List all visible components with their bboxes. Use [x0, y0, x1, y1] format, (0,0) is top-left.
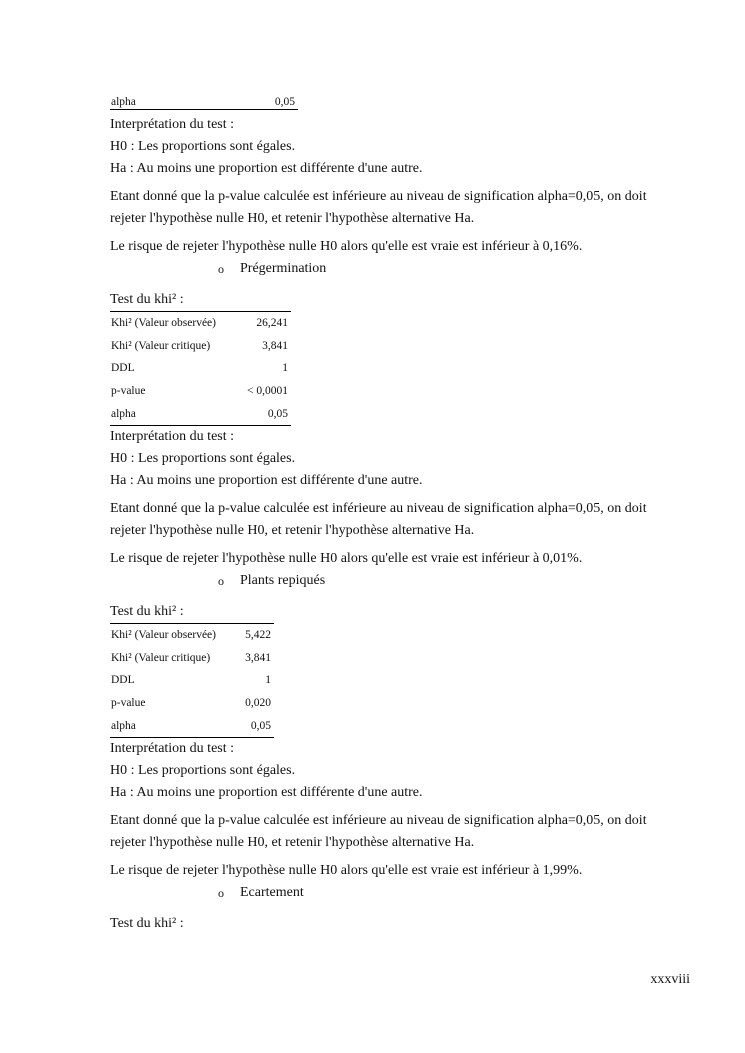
conclusion-line-2: rejeter l'hypothèse nulle H0, et retenir l'hypothèse alternative Ha.	[110, 211, 475, 226]
row-value: 0,05	[267, 407, 288, 420]
row-label: alpha	[111, 95, 136, 108]
interpretation-heading: Interprétation du test :	[110, 428, 235, 444]
risk-statement: Le risque de rejeter l'hypothèse nulle H0 alors qu'elle est vraie est inférieur à 0,01%.	[110, 550, 583, 566]
conclusion-line-2: rejeter l'hypothèse nulle H0, et retenir l'hypothèse alternative Ha.	[110, 834, 475, 850]
section-heading-pregermination	[218, 258, 690, 280]
test-title: Test du khi² :	[110, 915, 184, 931]
row-value: 5,422	[245, 629, 271, 642]
row-label: DDL	[111, 362, 135, 375]
chi2-table-pregermination	[110, 311, 291, 426]
table-row	[110, 623, 274, 646]
h0-statement: H0 : Les proportions sont égales.	[110, 139, 296, 154]
row-value: 0,05	[274, 95, 295, 108]
conclusion-line-1: Etant donné que la p-value calculée est inférieure au niveau de signification alpha=0,05, on doit	[110, 189, 647, 204]
row-label: Khi² (Valeur critique)	[111, 339, 211, 352]
table-row	[110, 357, 291, 380]
h0-statement: H0 : Les proportions sont égales.	[110, 762, 296, 778]
row-value: 3,841	[262, 339, 288, 352]
row-label: p-value	[111, 697, 146, 710]
row-value: < 0,0001	[247, 385, 288, 398]
section-title: Ecartement	[240, 884, 304, 900]
page-number: xxxviii	[650, 972, 690, 987]
conclusion-line-1: Etant donné que la p-value calculée est inférieure au niveau de signification alpha=0,05, on doit	[110, 812, 647, 828]
row-label: p-value	[111, 385, 146, 398]
row-label: alpha	[111, 719, 136, 732]
bullet-marker: o	[218, 262, 224, 276]
risk-statement: Le risque de rejeter l'hypothèse nulle H0 alors qu'elle est vraie est inférieur à 1,99%.	[110, 862, 583, 878]
row-label: alpha	[111, 407, 136, 420]
table-row	[110, 380, 291, 403]
row-value: 3,841	[245, 651, 271, 664]
section-title: Prégermination	[240, 261, 327, 276]
table-row	[110, 335, 291, 358]
test-title: Test du khi² :	[110, 292, 184, 307]
top-stats-table	[110, 94, 298, 110]
table-row	[110, 714, 274, 737]
table-row	[110, 402, 291, 425]
bullet-marker: o	[218, 885, 224, 900]
row-label: DDL	[111, 674, 135, 687]
ha-statement: Ha : Au moins une proportion est différente d'une autre.	[110, 784, 423, 800]
table-row	[110, 647, 274, 670]
row-value: 1	[282, 362, 288, 375]
h0-statement: H0 : Les proportions sont égales.	[110, 450, 296, 466]
table-row	[110, 669, 274, 692]
conclusion-line-2: rejeter l'hypothèse nulle H0, et retenir l'hypothèse alternative Ha.	[110, 522, 475, 538]
test-title: Test du khi² :	[110, 603, 184, 619]
row-value: 0,05	[250, 719, 271, 732]
interpretation-heading: Interprétation du test :	[110, 117, 235, 132]
row-value: 26,241	[256, 317, 288, 330]
row-value: 0,020	[245, 697, 271, 710]
bullet-marker: o	[218, 573, 224, 588]
ha-statement: Ha : Au moins une proportion est différente d'une autre.	[110, 472, 423, 488]
section-heading-ecartement	[218, 882, 690, 904]
row-label: Khi² (Valeur critique)	[111, 651, 211, 664]
table-row	[110, 692, 274, 715]
risk-statement: Le risque de rejeter l'hypothèse nulle H0 alors qu'elle est vraie est inférieur à 0,16%.	[110, 239, 583, 254]
section-heading-plants-repiques	[218, 570, 690, 592]
row-label: Khi² (Valeur observée)	[111, 629, 216, 642]
document-page	[110, 94, 690, 935]
table-row	[110, 312, 291, 335]
chi2-table-plants-repiques	[110, 623, 274, 738]
table-row	[110, 94, 298, 110]
section-title: Plants repiqués	[240, 572, 326, 588]
row-label: Khi² (Valeur observée)	[111, 317, 216, 330]
row-value: 1	[265, 674, 271, 687]
interpretation-heading: Interprétation du test :	[110, 740, 235, 756]
conclusion-line-1: Etant donné que la p-value calculée est inférieure au niveau de signification alpha=0,05, on doit	[110, 500, 647, 516]
ha-statement: Ha : Au moins une proportion est différente d'une autre.	[110, 161, 423, 176]
